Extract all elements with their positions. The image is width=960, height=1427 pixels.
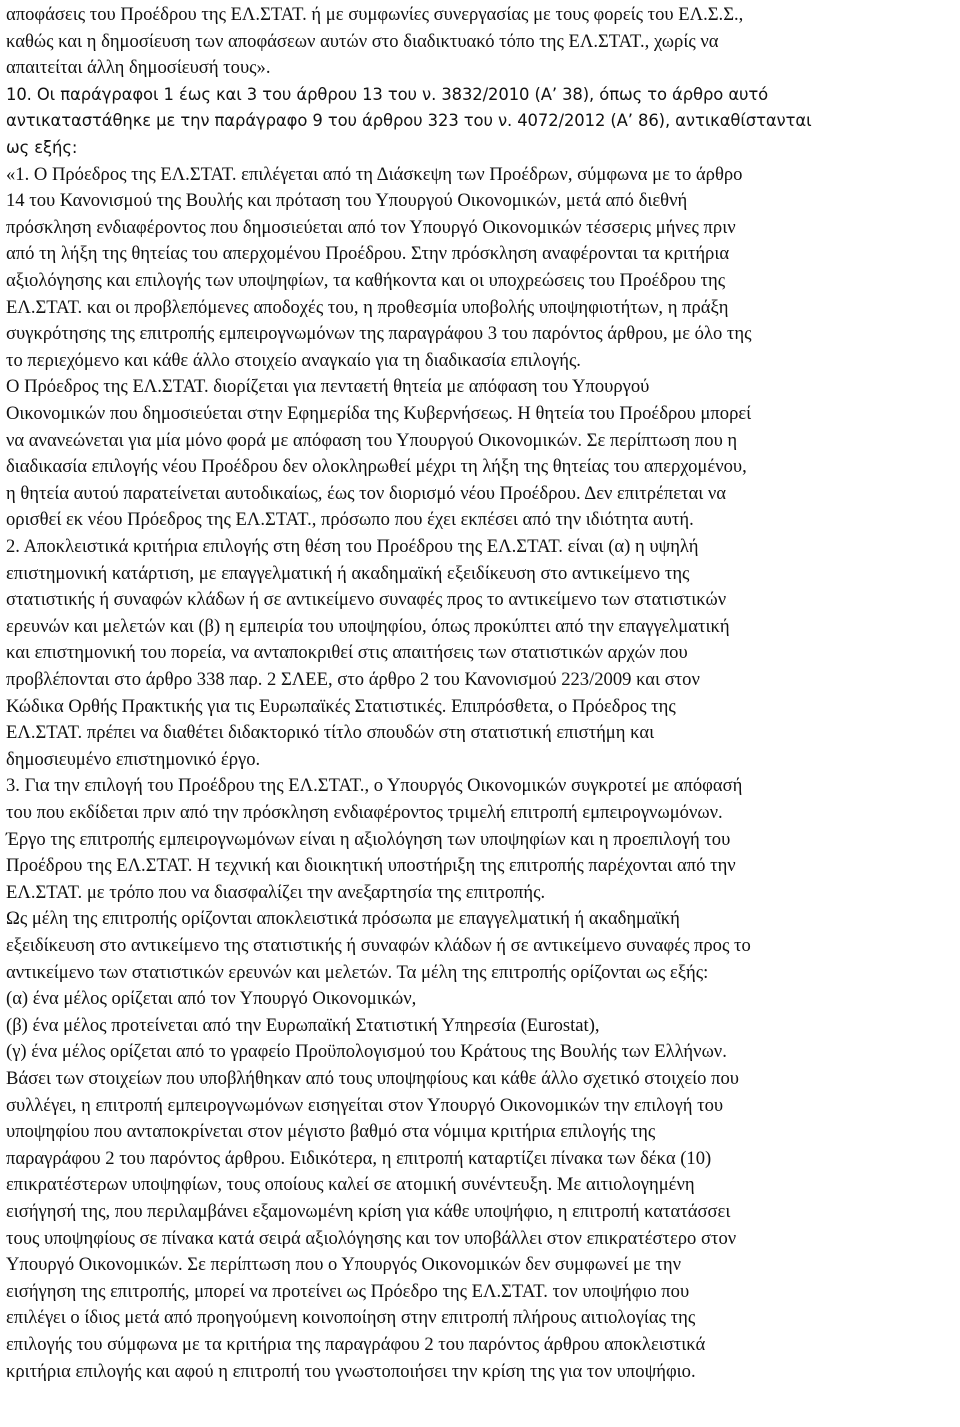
text-line: εισήγηση της επιτροπής, μπορεί να προτείνει ως Πρόεδρο της ΕΛ.ΣΤΑΤ. τον υποψήφιο που — [6, 1280, 690, 1302]
text-line: 3. Για την επιλογή του Προέδρου της ΕΛ.ΣΤΑΤ., ο Υπουργός Οικονομικών συγκροτεί με απόφασή — [6, 775, 743, 797]
text-line: «1. Ο Πρόεδρος της ΕΛ.ΣΤΑΤ. επιλέγεται από τη Διάσκεψη των Προέδρων, σύμφωνα με το άρθρο — [6, 163, 743, 185]
text-line: Προέδρου της ΕΛ.ΣΤΑΤ. Η τεχνική και διοικητική υποστήριξη της επιτροπής παρέχονται από την — [6, 855, 736, 877]
text-line: Υπουργό Οικονομικών. Σε περίπτωση που ο Υπουργός Οικονομικών δεν συμφωνεί με την — [6, 1254, 681, 1276]
text-line: Έργο της επιτροπής εμπειρογνωμόνων είναι η αξιολόγηση των υποψηφίων και η προεπιλογή του — [6, 828, 731, 850]
text-line: αντικείμενο των στατιστικών ερευνών και μελετών. Τα μέλη της επιτροπής ορίζονται ως εξής: — [6, 961, 709, 983]
text-line: (α) ένα μέλος ορίζεται από τον Υπουργό Οικονομικών, — [6, 988, 417, 1010]
text-line: παραγράφου 2 του παρόντος άρθρου. Ειδικότερα, η επιτροπή καταρτίζει πίνακα των δέκα (10) — [6, 1147, 712, 1169]
text-line: επιστημονική κατάρτιση, με επαγγελματική ή ακαδημαϊκή εξειδίκευση στο αντικείμενο της — [6, 562, 690, 584]
text-line: Βάσει των στοιχείων που υποβλήθηκαν από τους υποψηφίους και κάθε άλλο σχετικό στοιχείο που — [6, 1068, 739, 1089]
text-line: αποφάσεις του Προέδρου της ΕΛ.ΣΤΑΤ. ή με συμφωνίες συνεργασίας με τους φορείς του ΕΛ.Σ.Σ., — [6, 4, 744, 25]
text-line: καθώς και η δημοσίευση των αποφάσεων αυτών στο διαδικτυακό τόπο της ΕΛ.ΣΤΑΤ., χωρίς να — [6, 30, 719, 52]
text-line: η θητεία αυτού παρατείνεται αυτοδικαίως, έως τον διορισμό νέου Προέδρου. Δεν επιτρέπεται να — [6, 482, 727, 504]
text-line: εισήγησή της, που περιλαμβάνει εξαμονωμένη κρίση για κάθε υποψήφιο, η επιτροπή κατατάσσει — [6, 1201, 731, 1222]
text-line: 10. Οι παράγραφοι 1 έως και 3 του άρθρου 13 του ν. 3832/2010 (Α’ 38), όπως το άρθρο αυτό — [6, 84, 769, 104]
text-line: ως εξής: — [6, 138, 78, 157]
text-line: προβλέπονται στο άρθρο 338 παρ. 2 ΣΛΕΕ, στο άρθρο 2 του Κανονισμού 223/2009 και στον — [6, 669, 700, 690]
text-line: αντικαταστάθηκε με την παράγραφο 9 του άρθρου 323 του ν. 4072/2012 (Α’ 86), αντικαθίστανται — [6, 111, 812, 131]
text-line: και επιστημονική του πορεία, να ανταποκριθεί στις απαιτήσεις των στατιστικών αρχών που — [6, 642, 688, 664]
text-line: (γ) ένα μέλος ορίζεται από το γραφείο Προϋπολογισμού του Κράτους της Βουλής των Ελλήνων. — [6, 1041, 727, 1063]
text-line: αξιολόγησης και επιλογής των υποψηφίων, τα καθήκοντα και οι υποχρεώσεις του Προέδρου της — [6, 270, 726, 291]
text-line: ΕΛ.ΣΤΑΤ. και οι προβλεπόμενες αποδοχές του, η προθεσμία υποβολής υποψηφιοτήτων, η πράξη — [6, 296, 729, 318]
text-line: 14 του Κανονισμού της Βουλής και πρόταση του Υπουργού Οικονομικών, μετά από διεθνή — [6, 190, 688, 212]
text-line: εξειδίκευση στο αντικείμενο της στατιστικής ή συναφών κλάδων ή σε αντικείμενο συναφές προς το — [6, 935, 751, 956]
text-line: Ως μέλη της επιτροπής ορίζονται αποκλειστικά πρόσωπα με επαγγελματική ή ακαδημαϊκή — [6, 908, 680, 930]
text-line: ΕΛ.ΣΤΑΤ. με τρόπο που να διασφαλίζει την ανεξαρτησία της επιτροπής. — [6, 881, 546, 903]
text-line: πρόσκληση ενδιαφέροντος που δημοσιεύεται από τον Υπουργό Οικονομικών τέσσερις μήνες πριν — [6, 216, 736, 238]
text-line: (β) ένα μέλος προτείνεται από την Ευρωπαϊκή Στατιστική Υπηρεσία (Eurostat), — [6, 1014, 600, 1036]
text-line: Κώδικα Ορθής Πρακτικής για τις Ευρωπαϊκές Στατιστικές. Επιπρόσθετα, ο Πρόεδρος της — [6, 695, 676, 717]
text-line: κριτήρια επιλογής και αφού η επιτροπή του γνωστοποιήσει την κρίση της για τον υποψήφιο. — [6, 1360, 696, 1382]
text-line: επιλογής του σύμφωνα με τα κριτήρια της παραγράφου 2 του παρόντος άρθρου αποκλειστικά — [6, 1334, 706, 1355]
text-line: στατιστικής ή συναφών κλάδων ή σε αντικείμενο συναφές προς το αντικείμενο των στατιστικών — [6, 589, 727, 611]
text-line: το περιεχόμενο και κάθε άλλο στοιχείο αναγκαίο για τη διαδικασία επιλογής. — [6, 349, 581, 371]
text-line: ερευνών και μελετών και (β) η εμπειρία του υποψηφίου, όπως προκύπτει από την επαγγελματική — [6, 615, 730, 637]
text-line: Οικονομικών που δημοσιεύεται στην Εφημερίδα της Κυβερνήσεως. Η θητεία του Προέδρου μπορεί — [6, 403, 752, 424]
text-line: από τη λήξη της θητείας του απερχομένου Προέδρου. Στην πρόσκληση αναφέρονται τα κριτήρια — [6, 243, 730, 265]
text-line: επικρατέστερων υποψηφίων, τους οποίους καλεί σε ατομική συνέντευξη. Με αιτιολογημένη — [6, 1174, 695, 1196]
text-line: ορισθεί εκ νέου Πρόεδρος της ΕΛ.ΣΤΑΤ., πρόσωπο που έχει εκπέσει από την ιδιότητα αυτή. — [6, 509, 694, 531]
text-line: δημοσιευμένο επιστημονικό έργο. — [6, 748, 261, 770]
text-line: τους υποψηφίους σε πίνακα κατά σειρά αξιολόγησης και τον υποβάλλει στον επικρατέστερο στον — [6, 1227, 737, 1249]
text-line: υποψηφίου που ανταποκρίνεται στον μέγιστο βαθμό στα νόμιμα κριτήρια επιλογής της — [6, 1121, 656, 1143]
text-line: συλλέγει, η επιτροπή εμπειρογνωμόνων εισηγείται στον Υπουργό Οικονομικών την επιλογή του — [6, 1094, 724, 1116]
text-line: απαιτείται άλλη δημοσίευσή τους». — [6, 57, 271, 79]
text-line: επιλέγει ο ίδιος μετά από προηγούμενη κοινοποίηση στην επιτροπή πλήρους αιτιολογίας της — [6, 1307, 696, 1329]
text-line: 2. Αποκλειστικά κριτήρια επιλογής στη θέση του Προέδρου της ΕΛ.ΣΤΑΤ. είναι (α) η υψηλή — [6, 536, 699, 557]
text-line: του που εκδίδεται πριν από την πρόσκληση ενδιαφέροντος τριμελή επιτροπή εμπειρογνωμόνων. — [6, 802, 723, 823]
text-line: διαδικασία επιλογής νέου Προέδρου δεν ολοκληρωθεί μέχρι τη λήξη της θητείας του απερχομένου, — [6, 456, 747, 478]
text-line: συγκρότησης της επιτροπής εμπειρογνωμόνων της παραγράφου 3 του παρόντος άρθρου, με όλο της — [6, 323, 752, 345]
text-line: ΕΛ.ΣΤΑΤ. πρέπει να διαθέτει διδακτορικό τίτλο σπουδών στη στατιστική επιστήμη και — [6, 722, 655, 744]
text-line: Ο Πρόεδρος της ΕΛ.ΣΤΑΤ. διορίζεται για πενταετή θητεία με απόφαση του Υπουργού — [6, 376, 650, 398]
text-line: να ανανεώνεται για μία μόνο φορά με απόφαση του Υπουργού Οικονομικών. Σε περίπτωση που η — [6, 429, 738, 451]
